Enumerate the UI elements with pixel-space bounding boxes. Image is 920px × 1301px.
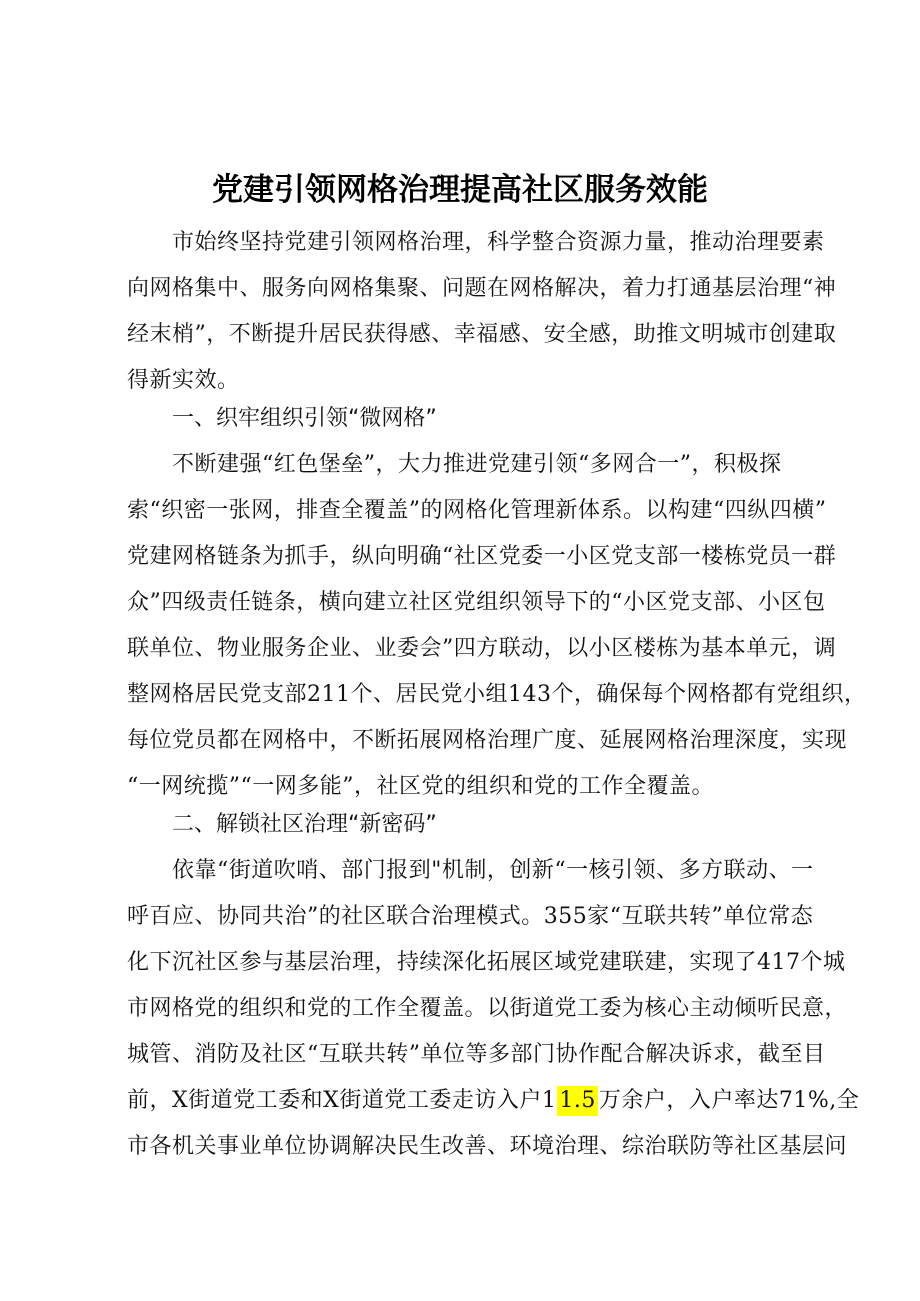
section2-line: 城管、消防及社区“互联共转”单位等多部门协作配合解决诉求，截至目 <box>127 1042 826 1067</box>
document-title: 党建引领网格治理提高社区服务效能 <box>212 172 708 208</box>
section1-line: 众”四级责任链条，横向建立社区党组织领导下的“小区党支部、小区包 <box>127 590 826 615</box>
highlighted-number: 1.5 <box>557 1086 598 1116</box>
section1-line: 联单位、物业服务企业、业委会”四方联动，以小区楼栋为基本单元，调 <box>127 636 837 661</box>
section1-line: 整网格居民党支部211个、居民党小组143个，确保每个网格都有党组织， <box>127 682 867 707</box>
section2-line: 依靠“街道吹哨、部门报到"机制，创新“一核引领、多方联动、一 <box>172 858 814 883</box>
section2-line: 呼百应、协同共治”的社区联合治理模式。355家“互联共转”单位常态 <box>127 904 814 929</box>
section1-line: “一网统揽”“一网多能”，社区党的组织和党的工作全覆盖。 <box>127 774 714 799</box>
section1-line: 每位党员都在网格中，不断拓展网格治理广度、延展网格治理深度，实现 <box>127 728 848 753</box>
section1-line: 党建网格链条为抓手，纵向明确“社区党委一小区党支部一楼栋党员一群 <box>127 544 837 569</box>
highlight-line-after: 万余户，入户率达71%,全 <box>598 1088 860 1113</box>
intro-line: 向网格集中、服务向网格集聚、问题在网格解决，着力打通基层治理“神 <box>127 276 837 301</box>
intro-line: 经末梢”，不断提升居民获得感、幸福感、安全感，助推文明城市创建取 <box>127 322 837 347</box>
intro-line: 得新实效。 <box>127 368 240 393</box>
section-heading-2: 二、解锁社区治理“新密码” <box>172 812 437 837</box>
section-heading-1: 一、织牢组织引领“微网格” <box>172 406 437 431</box>
section2-line: 化下沉社区参与基层治理，持续深化拓展区域党建联建，实现了417个城 <box>127 950 846 975</box>
highlight-line-before: 前，X街道党工委和X街道党工委走访入户1 <box>127 1088 557 1113</box>
intro-line: 市始终坚持党建引领网格治理，科学整合资源力量，推动治理要素 <box>172 230 825 255</box>
section2-highlight-line <box>127 1086 859 1116</box>
section1-line: 索“织密一张网，排查全覆盖”的网格化管理新体系。以构建“四纵四横” <box>127 498 827 523</box>
section1-line: 不断建强“红色堡垒”，大力推进党建引领“多网合一”，积极探 <box>172 452 782 477</box>
section2-line: 市各机关事业单位协调解决民生改善、环境治理、综治联防等社区基层问 <box>127 1134 848 1159</box>
section2-line: 市网格党的组织和党的工作全覆盖。以街道党工委为核心主动倾听民意， <box>127 996 848 1021</box>
